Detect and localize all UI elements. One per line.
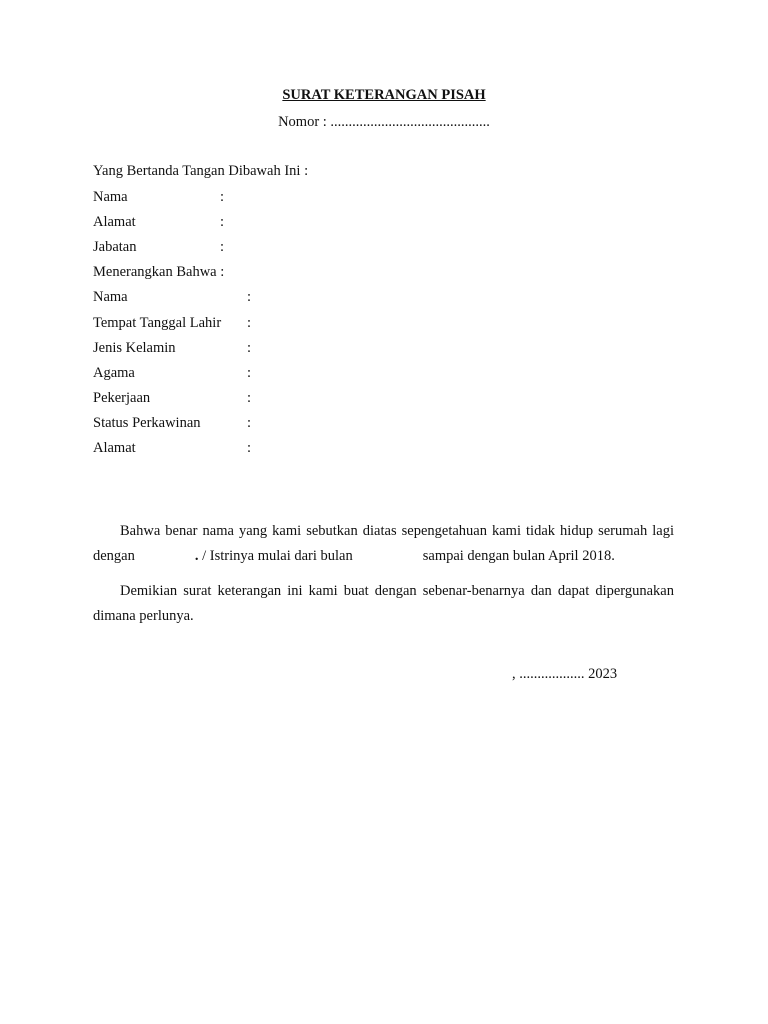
nomor-label: Nomor : [278, 114, 327, 130]
subject-address-label: Alamat [93, 440, 136, 456]
para1-dot: . [194, 548, 199, 564]
signer-address-colon: : [220, 214, 225, 230]
signer-position-label: Jabatan [93, 239, 137, 255]
subject-marital-colon: : [247, 415, 252, 431]
subject-name-colon: : [247, 289, 252, 305]
subject-gender-colon: : [247, 340, 252, 356]
signer-position-colon: : [220, 239, 225, 255]
subject-address-colon: : [247, 440, 252, 456]
subject-name-label: Nama [93, 289, 128, 305]
subject-birth-label: Tempat Tanggal Lahir [93, 315, 222, 331]
signer-address-label: Alamat [93, 214, 136, 230]
place-date: , .................. 2023 [512, 666, 618, 682]
subject-marital-label: Status Perkawinan [93, 415, 201, 431]
subject-intro: Menerangkan Bahwa : [93, 264, 225, 280]
subject-religion-colon: : [247, 365, 252, 381]
subject-occupation-colon: : [247, 390, 252, 406]
subject-occupation-label: Pekerjaan [93, 390, 151, 406]
body-paragraph-2 [93, 579, 674, 629]
document-number [0, 115, 768, 130]
para1-text-end: sampai dengan bulan April 2018. [422, 548, 615, 564]
signer-intro: Yang Bertanda Tangan Dibawah Ini : [93, 163, 309, 179]
subject-gender-label: Jenis Kelamin [93, 340, 176, 356]
para1-text-middle: / Istrinya mulai dari bulan [202, 548, 353, 564]
body-paragraph-1 [93, 519, 674, 569]
para1-text-start: Bahwa benar nama yang kami sebutkan diatas sepengetahuan kami tidak hidup serumah lagi dengan [93, 523, 674, 564]
signer-name-label: Nama [93, 189, 128, 205]
nomor-value: ............................................ [330, 114, 490, 130]
subject-birth-colon: : [247, 315, 252, 331]
document-title: SURAT KETERANGAN PISAH [282, 87, 486, 103]
signer-name-colon: : [220, 189, 225, 205]
para2-text: Demikian surat keterangan ini kami buat dengan sebenar-benarnya dan dapat dipergunakan dimana perlunya. [93, 583, 674, 624]
subject-religion-label: Agama [93, 365, 135, 381]
